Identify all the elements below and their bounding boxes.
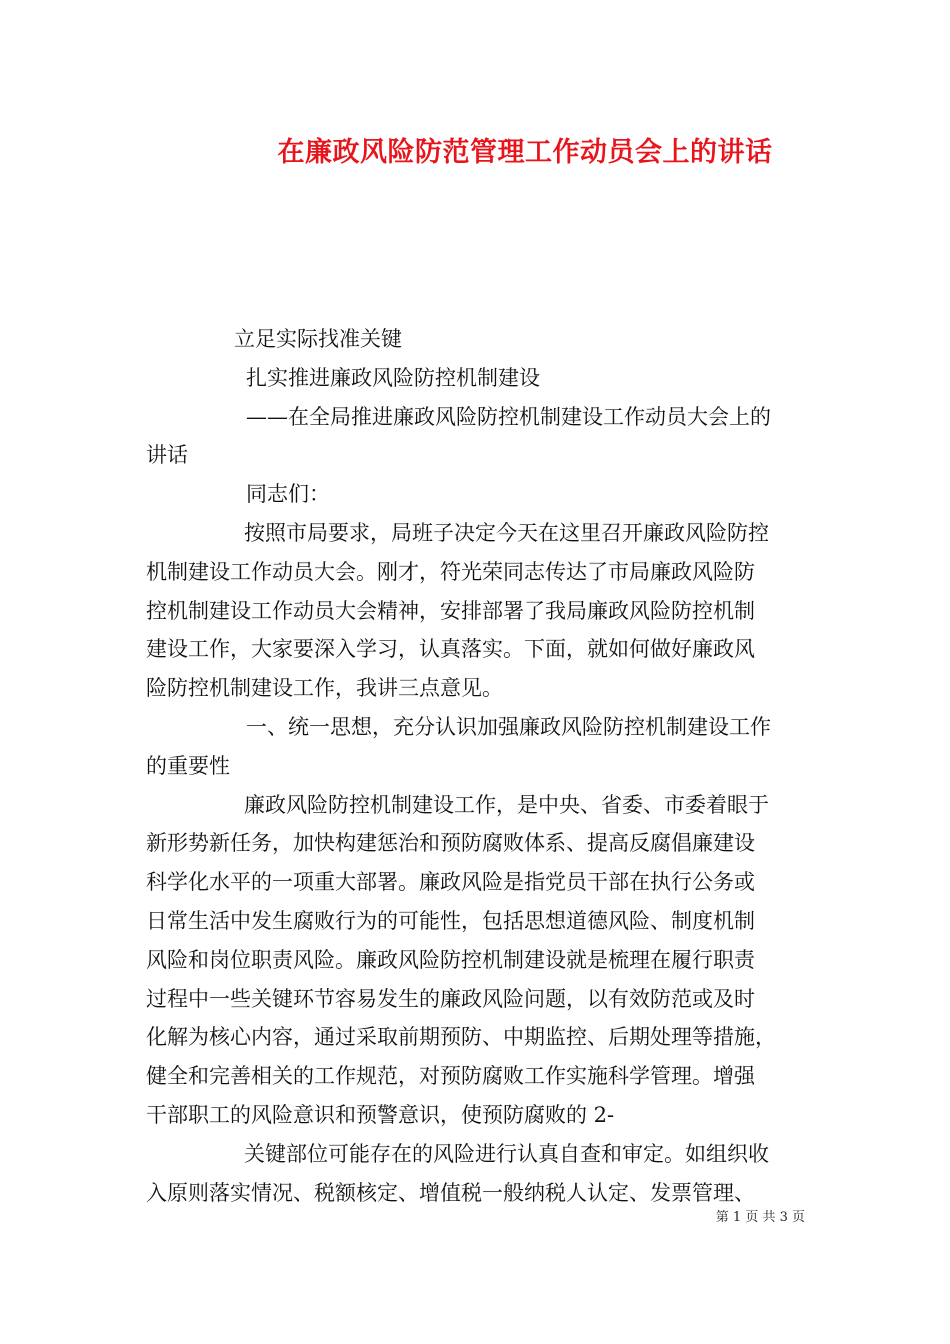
subtitle-line-3: ——在全局推进廉政风险防控机制建设工作动员大会上的 xyxy=(246,404,771,429)
subtitle-line-2: 扎实推进廉政风险防控机制建设 xyxy=(246,365,540,390)
paragraph-line: 干部职工的风险意识和预警意识，使预防腐败的 2- xyxy=(146,1102,615,1127)
paragraph-line: 关键部位可能存在的风险进行认真自查和审定。如组织收 xyxy=(244,1141,769,1166)
document-body xyxy=(146,320,806,1212)
paragraph-line: 化解为核心内容，通过采取前期预防、中期监控、后期处理等措施， xyxy=(146,1025,776,1050)
paragraph-line: 科学化水平的一项重大部署。廉政风险是指党员干部在执行公务或 xyxy=(146,870,755,895)
paragraph-line: 建设工作，大家要深入学习，认真落实。下面，就如何做好廉政风 xyxy=(146,637,755,662)
section-heading-line: 一、统一思想，充分认识加强廉政风险防控机制建设工作 xyxy=(246,714,771,739)
paragraph-line: 健全和完善相关的工作规范，对预防腐败工作实施科学管理。增强 xyxy=(146,1064,755,1089)
paragraph-line: 新形势新任务，加快构建惩治和预防腐败体系、提高反腐倡廉建设 xyxy=(146,831,755,856)
paragraph-line: 机制建设工作动员大会。刚才，符光荣同志传达了市局廉政风险防 xyxy=(146,559,755,584)
paragraph-line: 入原则落实情况、税额核定、增值税一般纳税人认定、发票管理、 xyxy=(146,1180,755,1205)
section-heading-line: 的重要性 xyxy=(146,753,230,778)
paragraph-line: 廉政风险防控机制建设工作，是中央、省委、市委着眼于 xyxy=(244,792,769,817)
paragraph-line: 按照市局要求，局班子决定今天在这里召开廉政风险防控 xyxy=(244,520,769,545)
paragraph-line: 险防控机制建设工作，我讲三点意见。 xyxy=(146,676,503,701)
paragraph-line: 风险和岗位职责风险。廉政风险防控机制建设就是梳理在履行职责 xyxy=(146,947,755,972)
page-number: 第 1 页 共 3 页 xyxy=(715,1210,805,1225)
subtitle-line-1: 立足实际找准关键 xyxy=(234,327,402,351)
paragraph-line: 日常生活中发生腐败行为的可能性，包括思想道德风险、制度机制 xyxy=(146,908,755,933)
paragraph-line: 过程中一些关键环节容易发生的廉政风险问题，以有效防范或及时 xyxy=(146,986,755,1011)
salutation: 同志们： xyxy=(246,482,330,507)
subtitle-line-4: 讲话 xyxy=(146,443,188,468)
paragraph-line: 控机制建设工作动员大会精神，安排部署了我局廉政风险防控机制 xyxy=(146,598,755,623)
document-title: 在廉政风险防范管理工作动员会上的讲话 xyxy=(277,137,773,168)
